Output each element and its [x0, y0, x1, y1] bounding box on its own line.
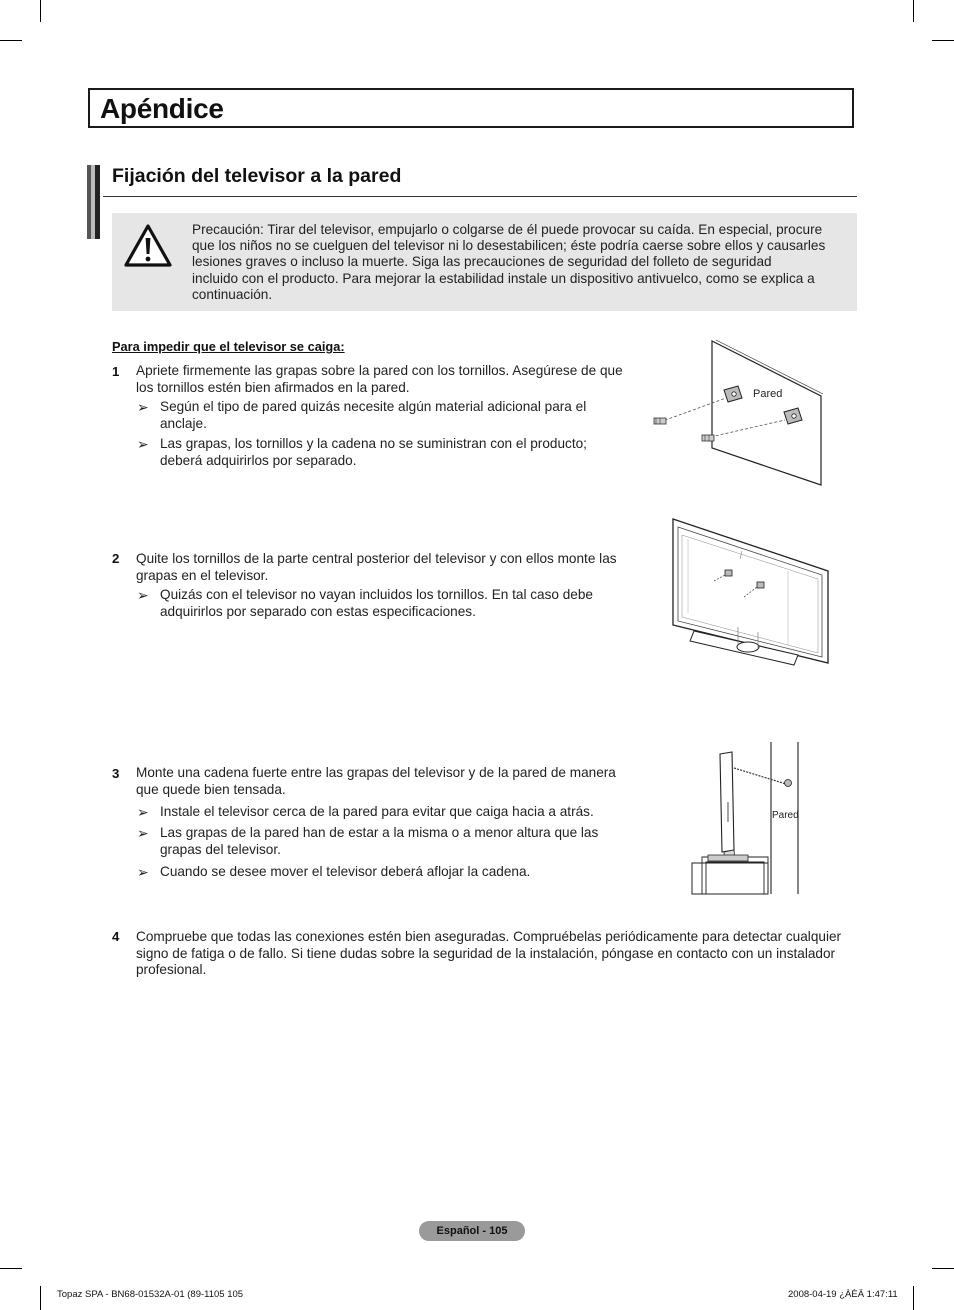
caution-line: que los niños no se cuelguen del televisor ni lo desestabilicen; éste podría caerse sobre ellos y causarles: [192, 238, 826, 254]
note-text: Las grapas de la pared han de estar a la misma o a menor altura que las grapas del televisor.: [160, 825, 599, 857]
step-number: 1: [112, 364, 120, 379]
caution-line: incluido con el producto. Para mejorar la estabilidad instale un dispositivo antivuelco, como se explica a: [192, 270, 815, 286]
note-text: Quizás con el televisor no vayan incluidos los tornillos. En tal caso debe adquirirlos por separado con estas especificaciones.: [160, 587, 593, 619]
crop-mark: [932, 1268, 954, 1269]
note-arrow-icon: ➢: [137, 825, 149, 841]
figure-wall-brackets: [650, 338, 830, 488]
note-arrow-icon: ➢: [137, 864, 149, 880]
note-arrow-icon: ➢: [137, 399, 149, 415]
screw-icon: [702, 435, 714, 441]
figure-tv-side-chain: [688, 742, 804, 896]
page-number-badge: Español - 105: [419, 1221, 525, 1241]
figure-tv-rear: [668, 515, 834, 673]
step-number: 3: [112, 766, 120, 781]
bracket-icon: [785, 780, 792, 787]
chapter-title: Apéndice: [100, 93, 224, 124]
subsection-title: Para impedir que el televisor se caiga:: [112, 339, 345, 354]
chapter-header: [88, 88, 854, 128]
step-text: Compruebe que todas las conexiones estén bien aseguradas. Compruébelas periódicamente para detectar cualquier signo de fatiga o de fallo. Si tiene dudas sobre la seguridad de la instalación, póngase en contacto con un instalador profesional.: [136, 929, 842, 977]
step-number: 4: [112, 929, 120, 944]
wall-label: Pared: [772, 810, 799, 821]
screw-icon: [654, 418, 666, 424]
note-text: Cuando se desee mover el televisor deberá aflojar la cadena.: [160, 864, 531, 879]
note-arrow-icon: ➢: [137, 804, 149, 820]
crop-mark: [913, 1286, 914, 1310]
step-text: Apriete firmemente las grapas sobre la pared con los tornillos. Asegúrese de que los tornillos estén bien afirmados en la pared.: [136, 363, 623, 395]
section-marker: [87, 165, 103, 239]
crop-mark: [40, 0, 41, 22]
crop-mark: [0, 1268, 22, 1269]
crop-mark: [0, 40, 22, 41]
section-rule: [103, 196, 857, 197]
note-text: Instale el televisor cerca de la pared para evitar que caiga hacia a atrás.: [160, 804, 594, 819]
note-text: Las grapas, los tornillos y la cadena no se suministran con el producto; deberá adquirirlos por separado.: [160, 436, 587, 468]
step-number: 2: [112, 551, 120, 566]
caution-line: continuación.: [192, 286, 273, 302]
crop-mark: [932, 40, 954, 41]
caution-line: lesiones graves o incluso la muerte. Siga las precauciones de seguridad del folleto de seguridad: [192, 254, 772, 270]
crop-mark: [40, 1286, 41, 1310]
caution-box: [112, 213, 857, 311]
print-info-left: Topaz SPA - BN68-01532A-01 (89-1105 105: [57, 1289, 244, 1300]
note-text: Según el tipo de pared quizás necesite algún material adicional para el anclaje.: [160, 399, 587, 431]
step-text: Quite los tornillos de la parte central posterior del televisor y con ellos monte las grapas en el televisor.: [136, 551, 617, 583]
print-info-right: 2008-04-19 ¿ÀÈÄ 1:47:11: [788, 1289, 898, 1300]
note-arrow-icon: ➢: [137, 587, 149, 603]
note-arrow-icon: ➢: [137, 436, 149, 452]
section-title: Fijación del televisor a la pared: [112, 165, 402, 187]
warning-triangle-icon: [123, 223, 173, 269]
crop-mark: [913, 0, 914, 22]
step-text: Monte una cadena fuerte entre las grapas del televisor y de la pared de manera que quede bien tensada.: [136, 765, 616, 797]
caution-line: Precaución: Tirar del televisor, empujarlo o colgarse de él puede provocar su caída. En especial, procure: [192, 222, 823, 237]
wall-label: Pared: [753, 388, 783, 400]
caution-text: [192, 222, 842, 303]
